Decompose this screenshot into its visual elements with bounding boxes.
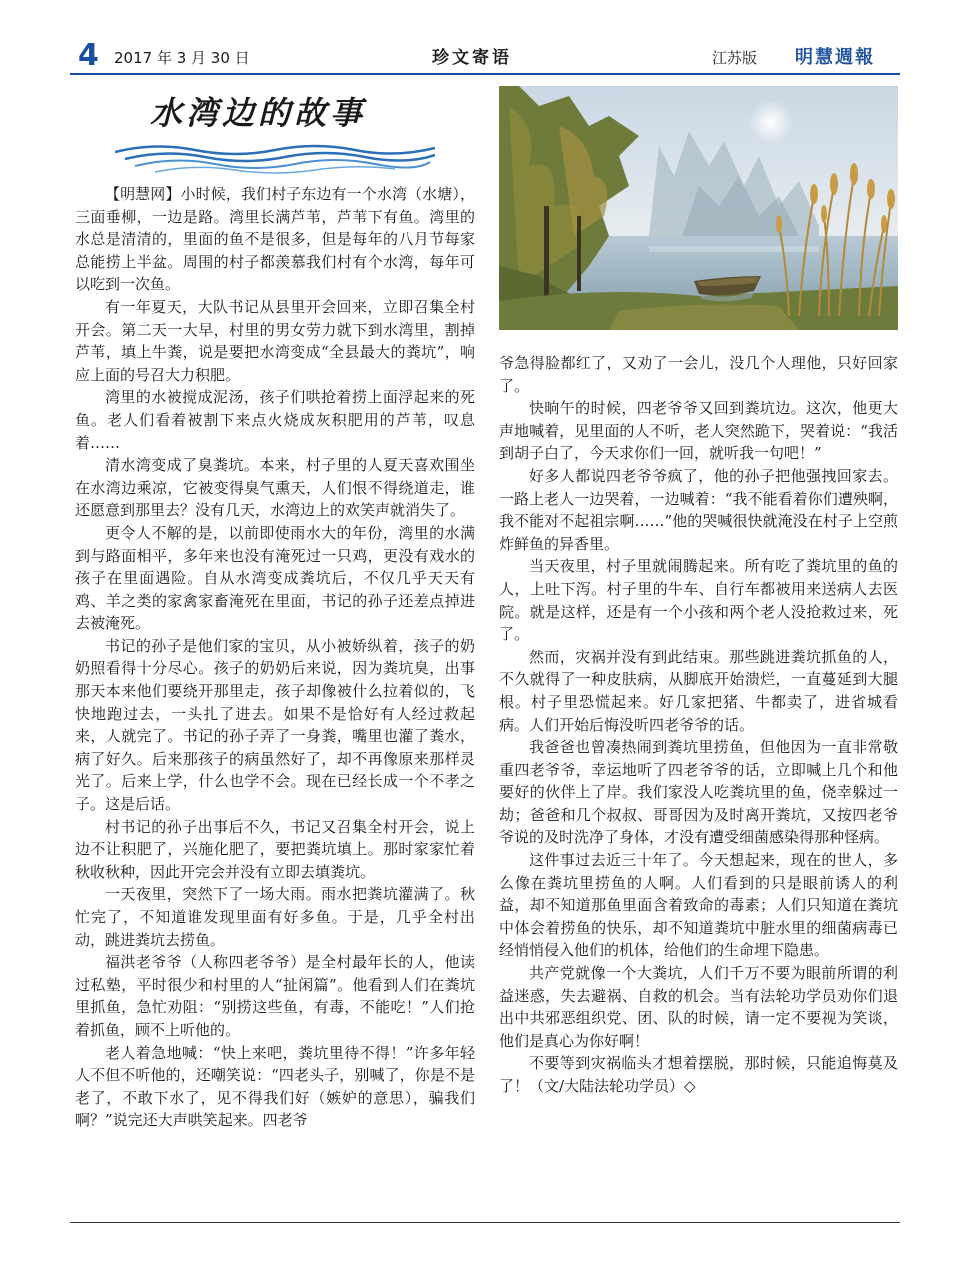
paragraph: 好多人都说四老爷爷疯了，他的孙子把他强拽回家去。一路上老人一边哭着，一边喊着：“我不能看着你们遭殃啊，我不能对不起祖宗啊……”他的哭喊很快就淹没在村子上空煎炸鲜鱼的异香里。 — [499, 466, 898, 553]
paragraph: 这件事过去近三十年了。今天想起来，现在的世人，多么像在粪坑里捞鱼的人啊。人们看到的只是眼前诱人的利益，却不知道那鱼里面含着致命的毒素；人们只知道在粪坑中体会着捞鱼的快乐，却不知道粪坑中脏水里的细菌病毒已经悄悄侵入他们的机体，给他们的生命埋下隐患。 — [499, 851, 898, 960]
paragraph: 有一年夏天，大队书记从县里开会回来，立即召集全村开会。第二天一大早，村里的男女劳力就下到水湾里，割掉芦苇，填上牛粪，说是要把水湾变成“全县最大的粪坑”，响应上面的号召大力积肥。 — [75, 297, 475, 384]
paragraph: 快晌午的时候，四老爷爷又回到粪坑边。这次，他更大声地喊着，见里面的人不听，老人突然跪下，哭着说：“我活到胡子白了，今天求你们一回，就听我一句吧！” — [499, 399, 898, 463]
paragraph: 然而，灾祸并没有到此结束。那些跳进粪坑抓鱼的人，不久就得了一种皮肤病，从脚底开始溃烂，一直蔓延到大腿根。村子里恐慌起来。好几家把猪、牛都卖了，进省城看病。人们开始后悔没听四老爷爷的话。 — [499, 647, 898, 734]
paragraph: 爷急得脸都红了，又劝了一会儿，没几个人理他，只好回家了。 — [499, 354, 898, 395]
article-title: 水湾边的故事 — [150, 94, 367, 132]
section-title: 珍文寄语 — [432, 48, 512, 68]
masthead-logo: 明慧週報 — [795, 47, 875, 68]
paragraph: 一天夜里，突然下了一场大雨。雨水把粪坑灌满了。秋忙完了，不知道谁发现里面有好多鱼。于是，几乎全村出动，跳进粪坑去捞鱼。 — [75, 885, 475, 949]
paragraph: 更令人不解的是，以前即使雨水大的年份，湾里的水满到与路面相平，多年来也没有淹死过一只鸡，更没有戏水的孩子在里面遇险。自从水湾变成粪坑后，不仅几乎天天有鸡、羊之类的家禽家畜淹死在里面，书记的孙子还差点掉进去被淹死。 — [75, 523, 475, 633]
article-left-column — [75, 183, 475, 1132]
paragraph: 【明慧网】小时候，我们村子东边有一个水湾（水塘），三面垂柳，一边是路。湾里长满芦苇，芦苇下有鱼。湾里的水总是清清的，里面的鱼不是很多，但是每年的八月节每家总能捞上半盆。周围的村子都羡慕我们村有个水湾，每年可以吃到一次鱼。 — [75, 185, 475, 294]
paragraph: 湾里的水被搅成泥汤，孩子们哄抢着捞上面浮起来的死鱼。老人们看着被割下来点火烧成灰积肥用的芦苇，叹息着…… — [75, 388, 475, 452]
page-number: 4 — [78, 38, 99, 73]
paragraph: 不要等到灾祸临头才想着摆脱，那时候，只能追悔莫及了！（文/大陆法轮功学员）◇ — [499, 1054, 898, 1095]
lakeside-boat-painting-icon — [499, 86, 898, 330]
paragraph: 当天夜里，村子里就闹腾起来。所有吃了粪坑里的鱼的人，上吐下泻。村子里的牛车、自行车都被用来送病人去医院。就是这样，还是有一个小孩和两个老人没抢救过来，死了。 — [499, 557, 898, 644]
paragraph: 老人着急地喊：“快上来吧，粪坑里待不得！”许多年轻人不但不听他的，还嘲笑说：“四老头子，别喊了，你是不是老了，不敢下水了，见不得我们好（嫉妒的意思），骗我们啊？”说完还大声哄笑起来。四老爷 — [75, 1043, 475, 1130]
paragraph: 福洪老爷爷（人称四老爷爷）是全村最年长的人，他读过私塾，平时很少和村里的人“扯闲篇”。他看到人们在粪坑里抓鱼，急忙劝阻：“别捞这些鱼，有毒，不能吃！”人们抢着抓鱼，顾不上听他的。 — [75, 953, 475, 1039]
footer-rule — [70, 1222, 900, 1223]
paragraph: 我爸爸也曾凑热闹到粪坑里捞鱼，但他因为一直非常敬重四老爷爷，幸运地听了四老爷爷的话，立即喊上几个和他要好的伙伴上了岸。我们家没人吃粪坑里的鱼，侥幸躲过一劫；爸爸和几个叔叔、哥哥因为及时离开粪坑，又按四老爷爷说的及时洗净了身体，才没有遭受细菌感染得那种怪病。 — [499, 738, 898, 847]
header-rule — [70, 73, 900, 75]
paragraph: 共产党就像一个大粪坑，人们千万不要为眼前所谓的利益迷惑，失去避祸、自救的机会。当有法轮功学员劝你们退出中共邪恶组织党、团、队的时候，请一定不要视为笑谈，他们是真心为你好啊！ — [499, 964, 898, 1050]
page-header — [70, 40, 900, 74]
issue-date: 2017 年 3 月 30 日 — [114, 49, 250, 67]
article-right-column — [499, 352, 898, 1098]
paragraph: 清水湾变成了臭粪坑。本来，村子里的人夏天喜欢围坐在水湾边乘凉，它被变得臭气熏天，人们恨不得绕道走，谁还愿意到那里去？没有几天，水湾边上的欢笑声就消失了。 — [75, 456, 475, 520]
paragraph: 村书记的孙子出事后不久，书记又召集全村开会，说上边不让积肥了，兴施化肥了，要把粪坑填上。那时家家忙着秋收秋种，因此开完会并没有立即去填粪坑。 — [75, 817, 475, 881]
wave-ornament-icon — [115, 140, 435, 174]
paragraph: 书记的孙子是他们家的宝贝，从小被娇纵着，孩子的奶奶照看得十分尽心。孩子的奶奶后来说，因为粪坑臭，出事那天本来他们要绕开那里走，孩子却像被什么拉着似的，飞快地跑过去，一头扎了进去。如果不是恰好有人经过救起来，人就完了。书记的孙子弄了一身粪，嘴里也灌了粪水，病了好久。后来那孩子的病虽然好了，却不再像原来那样灵光了。后来上学，什么也学不会。现在已经长成一个不孝之子。这是后话。 — [75, 636, 475, 814]
edition-label: 江苏版 — [712, 49, 758, 67]
